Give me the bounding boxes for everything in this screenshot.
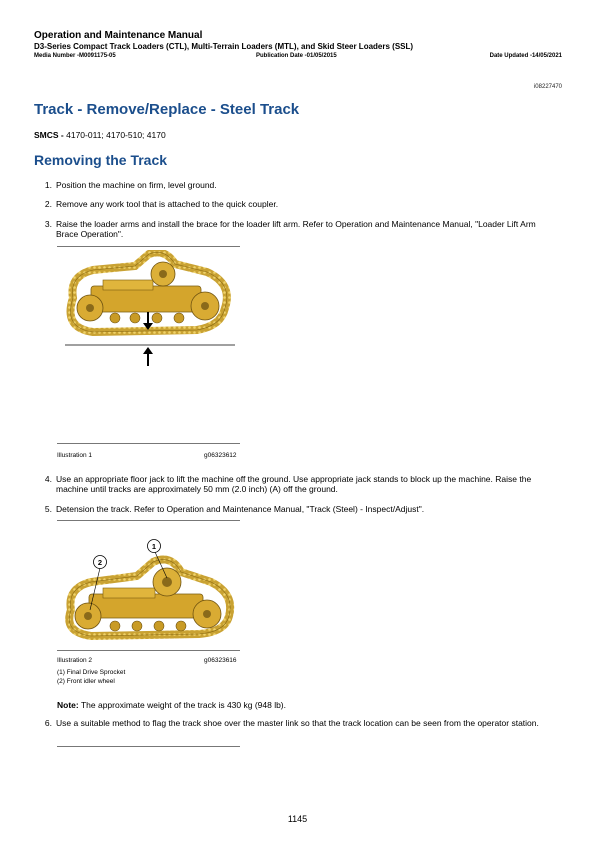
illustration-2-caption (57, 657, 240, 664)
legend-item: (2) Front idler wheel (57, 678, 115, 685)
date-updated: Date Updated -14/05/2021 (489, 53, 562, 59)
illustration-1-ref: g06323612 (204, 452, 237, 459)
illustration-1-label: Illustration 1 (57, 452, 93, 459)
section-heading: Removing the Track (34, 152, 168, 168)
figure-caption-rule (57, 650, 240, 651)
publication-date: Publication Date -01/05/2015 (256, 53, 337, 59)
arrow-up-icon (143, 347, 153, 366)
figure-top-rule (57, 520, 240, 521)
smcs-line (34, 130, 166, 140)
media-number: Media Number -M0091175-05 (34, 53, 116, 59)
note-label: Note: (57, 700, 79, 710)
manual-title: Operation and Maintenance Manual (34, 30, 203, 41)
figure-caption-rule (57, 443, 240, 444)
illustration-2-ref: g06323616 (204, 657, 237, 664)
page-header (34, 30, 562, 63)
illustration-2-image (57, 532, 247, 644)
illustration-2-legend (57, 668, 125, 686)
document-id: i08227470 (533, 84, 562, 90)
legend-item: (1) Final Drive Sprocket (57, 669, 126, 676)
callout-2 (94, 556, 107, 569)
note-text: The approximate weight of the track is 430 kg (948 lb). (80, 700, 287, 710)
page-title: Track - Remove/Replace - Steel Track (34, 101, 300, 118)
illustration-1-image (57, 250, 247, 370)
svg-text:1: 1 (151, 541, 157, 551)
figure-top-rule (57, 246, 240, 247)
svg-text:2: 2 (97, 557, 103, 567)
illustration-1-caption (57, 452, 240, 459)
figure-top-rule (57, 746, 240, 747)
smcs-codes: 4170-011; 4170-510; 4170 (66, 130, 166, 140)
smcs-label: SMCS - (34, 130, 64, 140)
header-meta (34, 53, 562, 63)
callout-1 (148, 540, 161, 553)
note (57, 700, 286, 710)
illustration-2-label: Illustration 2 (57, 657, 93, 664)
page-number: 1145 (287, 814, 308, 824)
manual-subtitle: D3-Series Compact Track Loaders (CTL), Multi-Terrain Loaders (MTL), and Skid Steer Loaders (SSL) (34, 42, 414, 51)
